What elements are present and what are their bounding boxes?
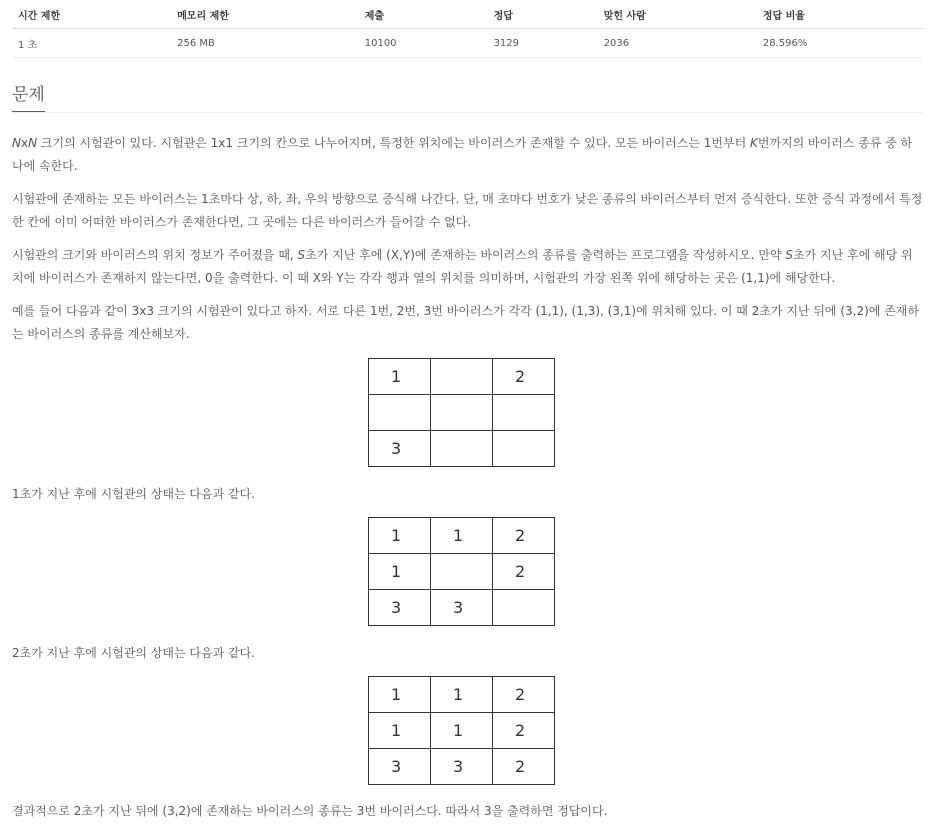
header-time-limit: 시간 제한 — [12, 0, 171, 29]
text: 초가 지난 후에 해당 위치에 바이러스가 존재하지 않는다면, 0을 출력한다. 이 때 X와 Y는 각각 행과 열의 위치를 의미하며, 시험관의 가장 왼쪽 위에 해당하는 곳은 (1,1)에 해당한다. — [12, 248, 913, 285]
grid-cell: 3 — [369, 590, 431, 626]
grid-cell — [369, 395, 431, 431]
text: 번까지의 바이러스 종류 중 하나에 속한다. — [12, 136, 913, 173]
header-accept-ratio: 정답 비율 — [757, 0, 923, 29]
text: x — [20, 136, 29, 150]
grid-cell: 1 — [369, 554, 431, 590]
grid-cell — [493, 431, 555, 467]
section-title: 문제 — [12, 82, 45, 112]
grid-row — [369, 554, 555, 590]
caption-after-1s: 1초가 지난 후에 시험관의 상태는 다음과 같다. — [12, 487, 255, 501]
caption-after-2s: 2초가 지난 후에 시험관의 상태는 다음과 같다. — [12, 646, 255, 660]
problem-section-header — [12, 82, 923, 113]
conclusion-paragraph: 결과적으로 2초가 지난 뒤에 (3,2)에 존재하는 바이러스의 종류는 3번 바이러스다. 따라서 3을 출력하면 정답이다. — [12, 804, 608, 818]
grid-cell: 2 — [493, 359, 555, 395]
value-submissions: 10100 — [359, 29, 488, 58]
grid-row — [369, 590, 555, 626]
var-s: S — [297, 248, 306, 262]
var-s: S — [785, 248, 794, 262]
grid-cell: 2 — [493, 749, 555, 785]
info-value-row — [12, 29, 923, 58]
grid-cell: 1 — [369, 359, 431, 395]
grid-cell: 3 — [369, 431, 431, 467]
problem-paragraph-4: 예를 들어 다음과 같이 3x3 크기의 시험관이 있다고 하자. 서로 다른 1번, 2번, 3번 바이러스가 각각 (1,1), (1,3), (3,1)에 위치해 있다. 이 때 2초가 지난 뒤에 (3,2)에 존재하는 바이러스의 종류를 계산해보자. — [12, 304, 919, 341]
header-memory-limit: 메모리 제한 — [171, 0, 359, 29]
value-accept-ratio: 28.596% — [757, 29, 923, 58]
grid-cell: 3 — [369, 749, 431, 785]
var-n: N — [12, 136, 21, 150]
grid-cell: 2 — [493, 677, 555, 713]
info-header-row — [12, 0, 923, 29]
value-accepted: 3129 — [488, 29, 598, 58]
text: 초가 지난 후에 (X,Y)에 존재하는 바이러스의 종류를 출력하는 프로그램을 작성하시오. 만약 — [305, 248, 786, 262]
grid-row — [369, 431, 555, 467]
value-time-limit: 1 초 — [12, 29, 171, 58]
grid-initial — [368, 358, 555, 467]
var-n: N — [28, 136, 38, 150]
grid-cell — [431, 359, 493, 395]
grid-cell — [493, 395, 555, 431]
grid-row — [369, 395, 555, 431]
value-solved-users: 2036 — [598, 29, 757, 58]
header-accepted: 정답 — [488, 0, 598, 29]
text: 크기의 시험관이 있다. 시험관은 1x1 크기의 칸으로 나누어지며, 특정한 위치에는 바이러스가 존재할 수 있다. 모든 바이러스는 1번부터 — [37, 136, 750, 150]
grid-cell: 3 — [431, 590, 493, 626]
problem-paragraph-3 — [12, 244, 923, 290]
header-submissions: 제출 — [359, 0, 488, 29]
grid-row — [369, 518, 555, 554]
grid-row — [369, 359, 555, 395]
text: 시험관의 크기와 바이러스의 위치 정보가 주어졌을 때, — [12, 248, 298, 262]
grid-after-1s — [368, 517, 555, 626]
problem-info-table — [12, 0, 923, 58]
grid-cell: 3 — [431, 749, 493, 785]
value-memory-limit: 256 MB — [171, 29, 359, 58]
grid-cell: 1 — [431, 677, 493, 713]
grid-cell — [431, 431, 493, 467]
grid-after-2s — [368, 676, 555, 785]
grid-row — [369, 713, 555, 749]
grid-cell: 1 — [369, 713, 431, 749]
grid-cell: 2 — [493, 713, 555, 749]
grid-row — [369, 749, 555, 785]
grid-cell: 1 — [431, 713, 493, 749]
grid-cell: 1 — [369, 518, 431, 554]
problem-paragraph-2: 시험관에 존재하는 모든 바이러스는 1초마다 상, 하, 좌, 우의 방향으로 증식해 나간다. 단, 매 초마다 번호가 낮은 종류의 바이러스부터 먼저 증식한다. 또한 증식 과정에서 특정한 칸에 이미 어떠한 바이러스가 존재한다면, 그 곳에는 다른 바이러스가 들어갈 수 없다. — [12, 192, 923, 229]
grid-cell: 2 — [493, 554, 555, 590]
problem-paragraph-1 — [12, 132, 923, 178]
grid-cell: 1 — [369, 677, 431, 713]
grid-cell — [431, 554, 493, 590]
var-k: K — [749, 136, 758, 150]
grid-cell: 1 — [431, 518, 493, 554]
grid-cell — [431, 395, 493, 431]
grid-row — [369, 677, 555, 713]
header-solved-users: 맞힌 사람 — [598, 0, 757, 29]
grid-cell — [493, 590, 555, 626]
grid-cell: 2 — [493, 518, 555, 554]
